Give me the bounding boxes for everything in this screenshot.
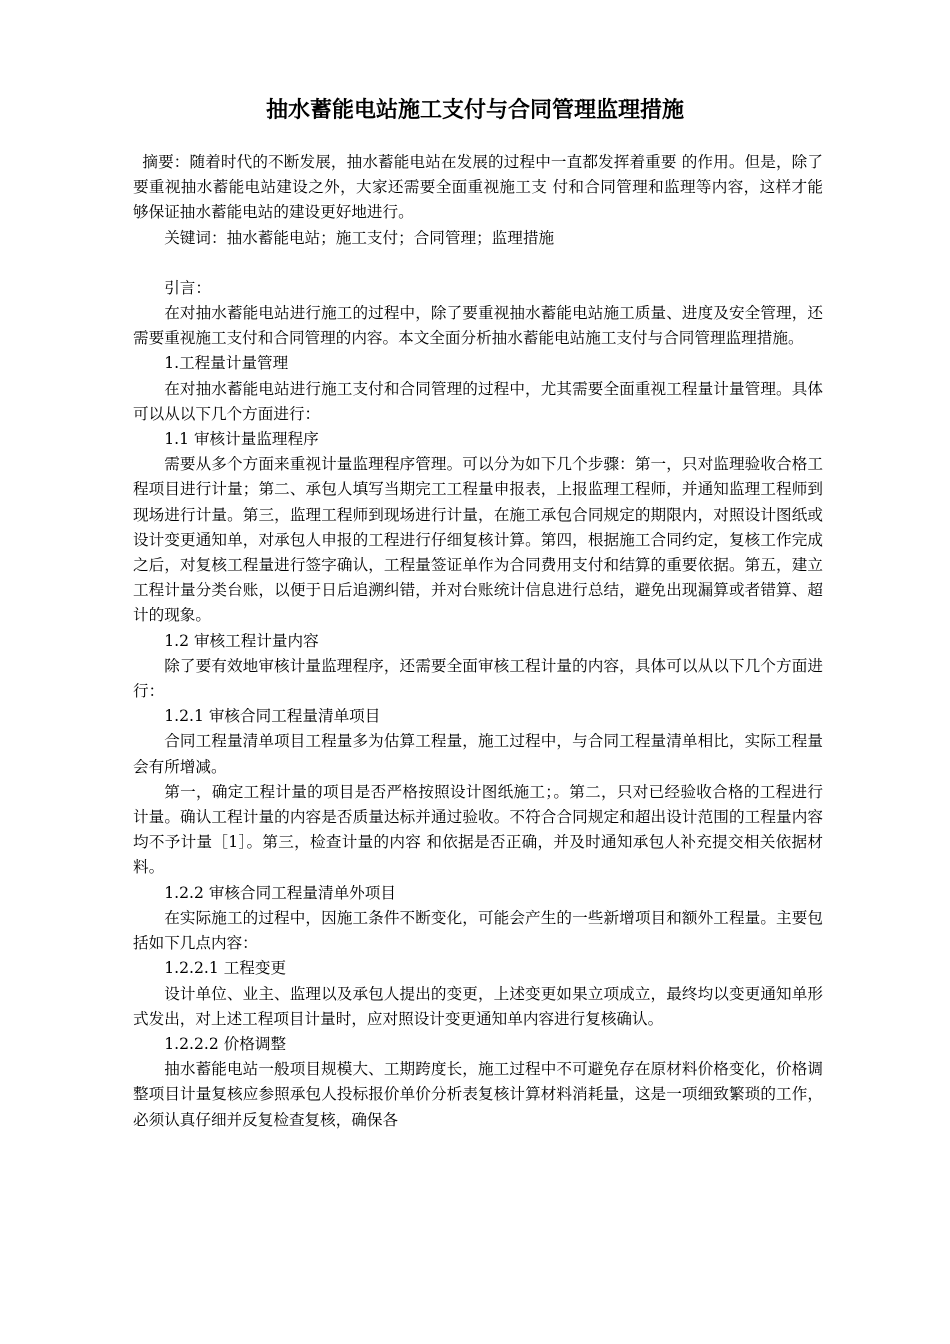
section-1-heading: 1.工程量计量管理 (164, 354, 289, 373)
intro-heading: 引言： (164, 278, 211, 297)
section-1-paragraph: 在对抽水蓄能电站进行施工支付和合同管理的过程中，尤其需要全面重视工程量计量管理。具体可以从以下几个方面进行： (133, 379, 823, 423)
keywords-paragraph: 关键词：抽水蓄能电站；施工支付；合同管理；监理措施 (164, 228, 555, 247)
section-1-2-2-2-heading: 1.2.2.2 价格调整 (164, 1034, 287, 1053)
section-1-2-2-2-paragraph: 抽水蓄能电站一般项目规模大、工期跨度长，施工过程中不可避免存在原材料价格变化，价格调整项目计量复核应参照承包人投标报价单价分析表复核计算材料消耗量，这是一项细致繁琐的工作，必须认真仔细并反复检查复核，确保各 (133, 1060, 823, 1129)
intro-paragraph: 在对抽水蓄能电站进行施工的过程中，除了要重视抽水蓄能电站施工质量、进度及安全管理，还需要重视施工支付和合同管理的内容。本文全面分析抽水蓄能电站施工支付与合同管理监理措施。 (133, 304, 823, 348)
section-1-2-1-heading: 1.2.1 审核合同工程量清单项目 (164, 707, 381, 726)
section-1-2-2-1-paragraph: 设计单位、业主、监理以及承包人提出的变更，上述变更如果立项成立，最终均以变更通知单形式发出，对上述工程项目计量时，应对照设计变更通知单内容进行复核确认。 (133, 984, 823, 1028)
document-title: 抽水蓄能电站施工支付与合同管理监理措施 (265, 98, 684, 123)
section-1-2-2-heading: 1.2.2 审核合同工程量清单外项目 (164, 883, 396, 902)
section-1-1-paragraph: 需要从多个方面来重视计量监理程序管理。可以分为如下几个步骤：第一，只对监理验收合格工程项目进行计量；第二、承包人填写当期完工工程量申报表，上报监理工程师，并通知监理工程师到现场进行计量。第三，监理工程师到现场进行计量，在施工承包合同规定的期限内，对照设计图纸或设计变更通知单，对承包人申报的工程进行仔细复核计算。第四，根据施工合同约定，复核工作完成之后，对复核工程量进行签字确认，工程量签证单作为合同费用支付和结算的重要依据。第五，建立工程计量分类台账，以便于日后追溯纠错，并对台账统计信息进行总结，避免出现漏算或者错算、超计的现象。 (133, 455, 823, 625)
section-1-2-1-paragraph-a: 合同工程量清单项目工程量多为估算工程量，施工过程中，与合同工程量清单相比，实际工程量会有所增减。 (133, 732, 823, 776)
section-1-2-2-paragraph: 在实际施工的过程中，因施工条件不断变化，可能会产生的一些新增项目和额外工程量。主要包括如下几点内容： (133, 908, 823, 953)
abstract-paragraph: 摘要：随着时代的不断发展，抽水蓄能电站在发展的过程中一直都发挥着重要 的作用。但是，除了要重视抽水蓄能电站建设之外，大家还需要全面重视施工支 付和合同管理和监理等内容，这样才能够保证抽水蓄能电站的建设更好地进行。 (133, 153, 823, 222)
section-1-1-heading: 1.1 审核计量监理程序 (164, 430, 319, 449)
section-1-2-2-1-heading: 1.2.2.1 工程变更 (164, 959, 287, 978)
section-1-2-1-paragraph-b: 第一，确定工程计量的项目是否严格按照设计图纸施工；。第二，只对已经验收合格的工程进行计量。确认工程计量的内容是否质量达标并通过验收。不符合合同规定和超出设计范围的工程量内容均不予计量［1］。第三，检查计量的内容 和依据是否正确，并及时通知承包人补充提交相关依据材料。 (133, 782, 823, 877)
spacer (133, 251, 823, 276)
section-1-2-heading: 1.2 审核工程计量内容 (164, 631, 319, 650)
document-body (133, 150, 823, 1133)
section-1-2-paragraph: 除了要有效地审核计量监理程序，还需要全面审核工程计量的内容，具体可以从以下几个方面进行： (133, 656, 823, 701)
